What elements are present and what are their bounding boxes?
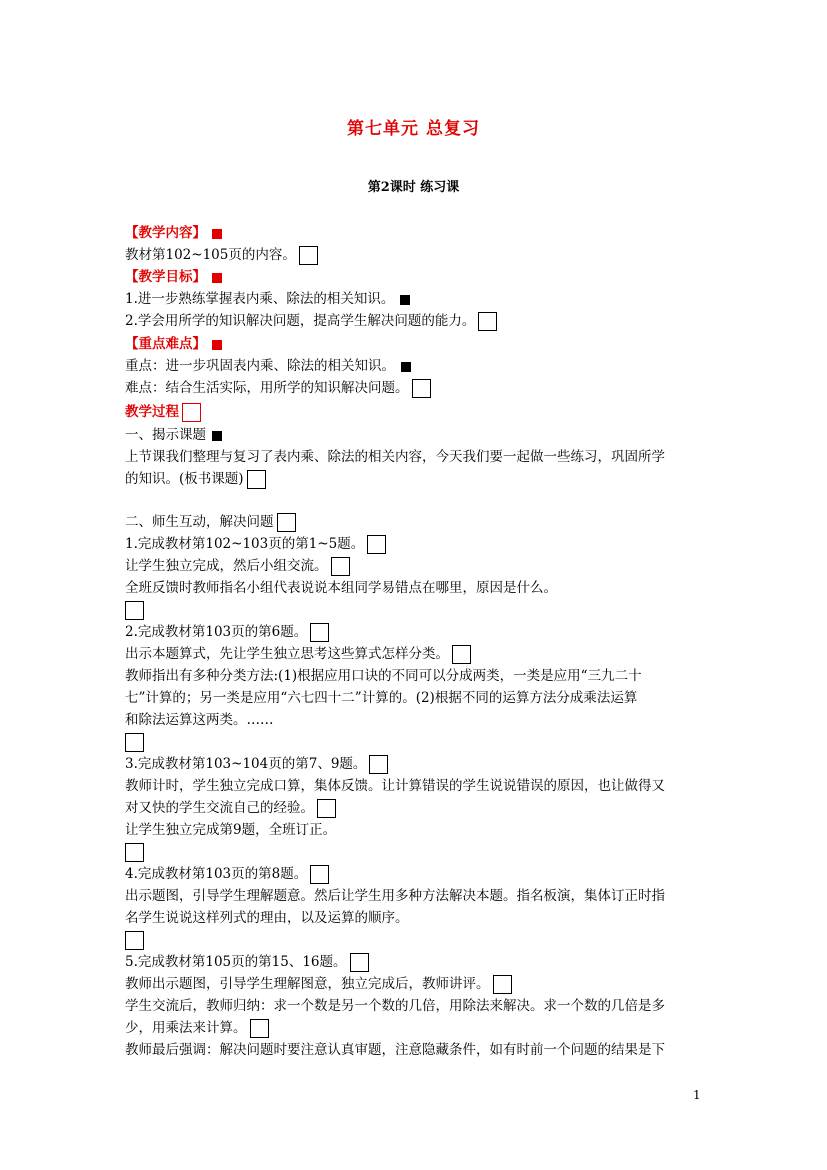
q3-a-line-2: 对又快的学生交流自己的经验。: [125, 800, 314, 816]
content-heading-line: [125, 222, 222, 244]
q3-a-line-1: 教师计时，学生独立完成口算，集体反馈。让计算错误的学生说说错误的原因，也让做得又: [125, 778, 665, 794]
q5-text: 5.完成教材第105页的第15、16题。: [125, 954, 347, 970]
q1-text: 1.完成教材第102~103页的第1~5题。: [125, 536, 365, 552]
checkbox-icon: [493, 975, 512, 994]
part-2-title-line: [125, 511, 296, 533]
q5-b-line-2: 少，用乘法来计算。: [125, 1020, 247, 1036]
goal-1: 1.进一步熟练掌握表内乘、除法的相关知识。: [125, 291, 395, 307]
q1-line: [125, 533, 386, 555]
q4-a-line-2: 名学生说说这样列式的理由，以及运算的顺序。: [125, 910, 409, 926]
q4-line: [125, 863, 329, 885]
q1-box-line: [125, 599, 144, 621]
checkbox-icon: [299, 246, 318, 265]
checkbox-icon: [182, 403, 201, 422]
goal-1-line: [125, 288, 410, 310]
q5-b-line-1: 学生交流后，教师归纳：求一个数是另一个数的几倍，用除法来解决。求一个数的几倍是多: [125, 998, 665, 1014]
q2-b-line-2: 七”计算的；另一类是应用“六七四十二”计算的。(2)根据不同的运算方法分成乘法运算: [125, 690, 638, 706]
q2-box-line: [125, 731, 144, 753]
q3-box-line: [125, 841, 144, 863]
q4-text: 4.完成教材第103页的第8题。: [125, 866, 308, 882]
q5-line: [125, 951, 369, 973]
part-1-title: 一、揭示课题: [125, 427, 206, 443]
key-heading-line: [125, 333, 222, 355]
checkbox-icon: [125, 843, 144, 862]
part-1-line-1: 上节课我们整理与复习了表内乘、除法的相关内容，今天我们要一起做一些练习，巩固所学: [125, 449, 665, 465]
checkbox-icon: [250, 1019, 269, 1038]
part-2-title: 二、师生互动，解决问题: [125, 514, 274, 530]
q3-line: [125, 753, 388, 775]
q2-a-text: 出示本题算式，先让学生独立思考这些算式怎样分类。: [125, 646, 449, 662]
q3-a-line-2-wrap: [125, 797, 336, 819]
checkbox-icon: [452, 645, 471, 664]
document-subtitle: 第2课时 练习课: [367, 180, 460, 195]
key-1-line: [125, 355, 411, 377]
marker-square-icon: [212, 273, 222, 283]
page-number: 1: [693, 1088, 701, 1102]
document-title: 第七单元 总复习: [347, 119, 480, 139]
checkbox-icon: [369, 755, 388, 774]
content-text: 教材第102~105页的内容。: [125, 247, 296, 263]
checkbox-icon: [412, 379, 431, 398]
marker-square-icon: [212, 229, 222, 239]
q1-b-line: 全班反馈时教师指名小组代表说说本组同学易错点在哪里，原因是什么。: [125, 580, 557, 596]
q2-line: [125, 621, 329, 643]
checkbox-icon: [350, 953, 369, 972]
marker-square-icon: [212, 431, 222, 441]
goals-heading-line: [125, 266, 222, 288]
part-1-title-line: [125, 424, 222, 446]
q5-c-line: 教师最后强调：解决问题时要注意认真审题，注意隐藏条件，如有时前一个问题的结果是下: [125, 1042, 665, 1058]
checkbox-icon: [310, 865, 329, 884]
checkbox-icon: [478, 312, 497, 331]
content-text-line: [125, 244, 318, 266]
checkbox-icon: [317, 799, 336, 818]
checkbox-icon: [247, 470, 266, 489]
marker-square-icon: [212, 340, 222, 350]
checkbox-icon: [125, 931, 144, 950]
checkbox-icon: [277, 513, 296, 532]
q5-a-line: [125, 973, 512, 995]
goal-2-line: [125, 310, 497, 332]
part-1-line-2: 的知识。(板书课题): [125, 471, 244, 487]
process-heading: 教学过程: [125, 404, 179, 420]
content-heading: 【教学内容】: [125, 225, 206, 241]
checkbox-icon: [125, 601, 144, 620]
q3-text: 3.完成教材第103~104页的第7、9题。: [125, 756, 367, 772]
q4-a-line-1: 出示题图，引导学生理解题意。然后让学生用多种方法解决本题。指名板演，集体订正时指: [125, 888, 665, 904]
q2-b-line-1: 教师指出有多种分类方法:(1)根据应用口诀的不同可以分成两类，一类是应用“三九二十: [125, 668, 642, 684]
goals-heading: 【教学目标】: [125, 269, 206, 285]
q5-b-line-2-wrap: [125, 1017, 269, 1039]
marker-square-icon: [400, 295, 410, 305]
q1-a-text: 让学生独立完成，然后小组交流。: [125, 558, 328, 574]
process-heading-line: [125, 401, 201, 423]
part-1-line-2-wrap: [125, 468, 266, 490]
q1-a-line: [125, 555, 350, 577]
q5-a-text: 教师出示题图，引导学生理解图意，独立完成后，教师讲评。: [125, 976, 490, 992]
goal-2: 2.学会用所学的知识解决问题，提高学生解决问题的能力。: [125, 313, 476, 329]
key-1: 重点：进一步巩固表内乘、除法的相关知识。: [125, 358, 395, 374]
checkbox-icon: [125, 733, 144, 752]
checkbox-icon: [310, 623, 329, 642]
marker-square-icon: [401, 362, 411, 372]
q4-box-line: [125, 929, 144, 951]
q2-text: 2.完成教材第103页的第6题。: [125, 624, 308, 640]
key-heading: 【重点难点】: [125, 336, 206, 352]
key-2: 难点：结合生活实际，用所学的知识解决问题。: [125, 380, 409, 396]
q3-b-line: 让学生独立完成第9题，全班订正。: [125, 822, 337, 838]
q2-a-line: [125, 643, 471, 665]
checkbox-icon: [367, 535, 386, 554]
checkbox-icon: [331, 557, 350, 576]
key-2-line: [125, 377, 431, 399]
q2-b-line-3: 和除法运算这两类。……: [125, 712, 274, 728]
